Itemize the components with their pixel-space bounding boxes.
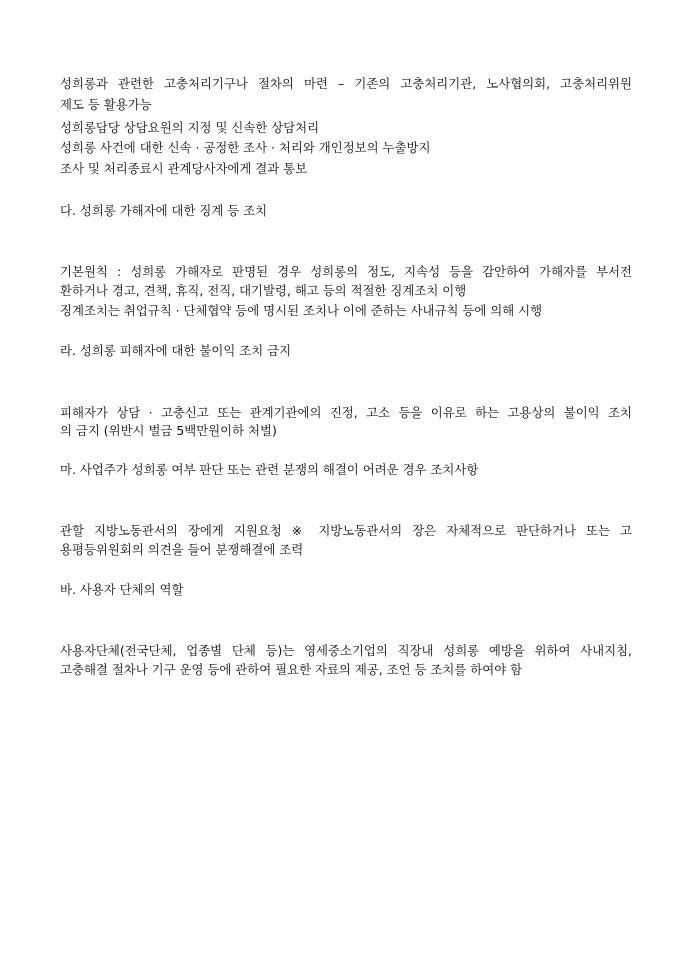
paragraph-line: 징계조치는 취업규칙 · 단체협약 등에 명시된 조치나 이에 준하는 사내규칙 등에 의해 시행 (60, 303, 543, 318)
paragraph-line: 성희롱과 관련한 고충처리기구나 절차의 마련 – 기존의 고충처리기관, 노사협의회, 고충처리위원 (60, 76, 632, 91)
paragraph-line: 고충해결 절차나 기구 운영 등에 관하여 필요한 자료의 제공, 조언 등 조치를 하여야 함 (60, 662, 523, 677)
section-heading: 다. 성희롱 가해자에 대한 징계 등 조치 (60, 203, 268, 218)
paragraph-line: 기본원칙 : 성희롱 가해자로 판명된 경우 성희롱의 정도, 지속성 등을 감안하여 가해자를 부서전 (60, 264, 632, 279)
paragraph-line: 피해자가 상담 · 고충신고 또는 관계기관에의 진정, 고소 등을 이유로 하는 고용상의 불이익 조치 (60, 405, 632, 420)
paragraph-line: 의 금지 (위반시 벌금 5백만원이하 처벌) (60, 423, 277, 438)
section-heading: 라. 성희롱 피해자에 대한 불이익 조치 금지 (60, 343, 292, 358)
paragraph-line: 환하거나 경고, 견책, 휴직, 전직, 대기발령, 해고 등의 적절한 징계조치 이행 (60, 283, 467, 298)
section-heading: 바. 사용자 단체의 역할 (60, 582, 184, 597)
paragraph-line: 제도 등 활용가능 (60, 97, 152, 112)
paragraph-line: 성희롱 사건에 대한 신속 · 공정한 조사 · 처리와 개인정보의 누출방지 (60, 140, 431, 155)
paragraph-line: 용평등위원회의 의견을 들어 분쟁해결에 조력 (60, 542, 304, 557)
paragraph-line: 성희롱담당 상담요원의 지정 및 신속한 상담처리 (60, 120, 320, 135)
paragraph-line: 관할 지방노동관서의 장에게 지원요청 ※ 지방노동관서의 장은 자체적으로 판단하거나 또는 고 (60, 523, 632, 538)
paragraph-line: 사용자단체(전국단체, 업종별 단체 등)는 영세중소기업의 직장내 성희롱 예방을 위하여 사내지침, (60, 643, 632, 658)
paragraph-line: 조사 및 처리종료시 관계당사자에게 결과 통보 (60, 161, 308, 176)
section-heading: 마. 사업주가 성희롱 여부 판단 또는 관련 분쟁의 해결이 어려운 경우 조치사항 (60, 462, 479, 477)
